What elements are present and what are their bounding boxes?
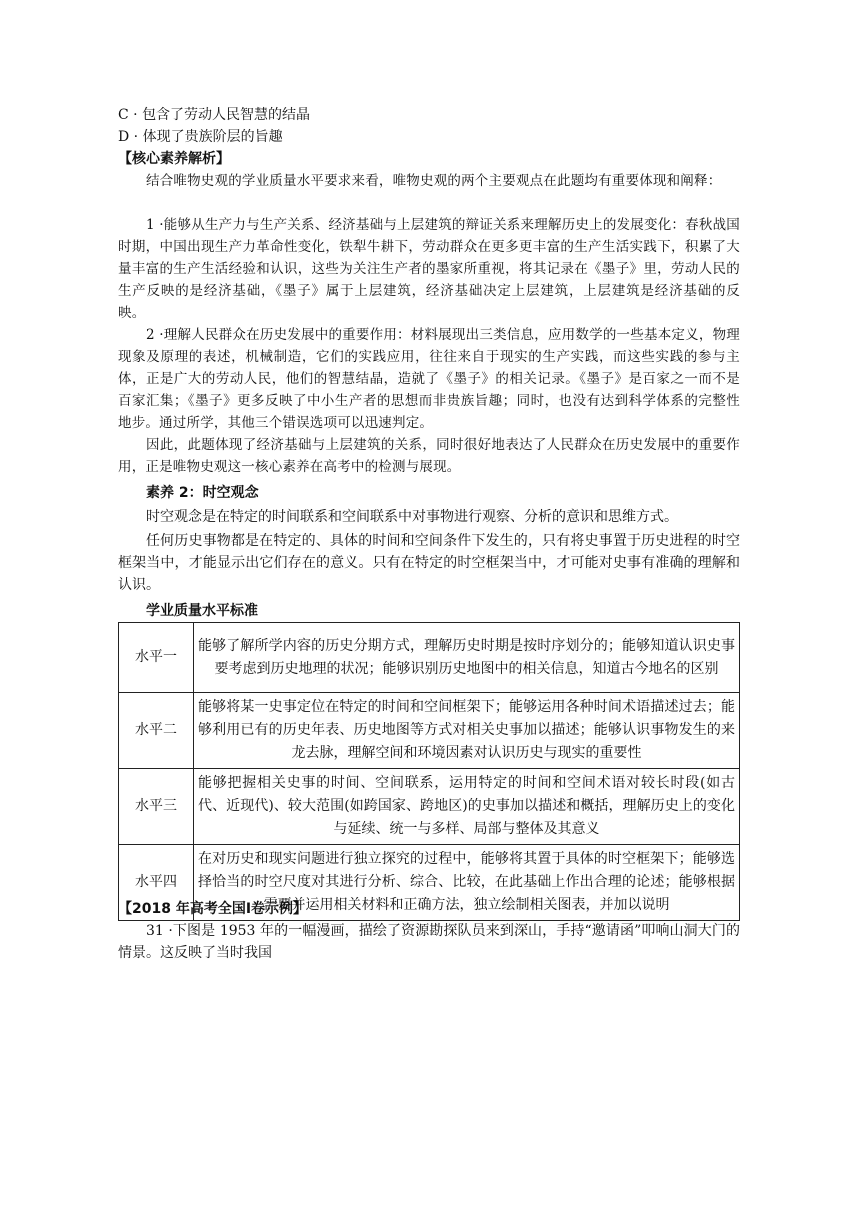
analysis-point-2: 2 ·理解人民群众在历史发展中的重要作用：材料展现出三类信息，应用数学的一些基本定义，物理现象及原理的表述，机械制造，它们的实践应用，往往来自于现实的生产实践，而这些实践的参与主体，正是广大的劳动人民，他们的智慧结晶，造就了《墨子》的相关记录。《墨子》是百家之一而不是百家汇集；《墨子》更多反映了中小生产者的思想而非贵族旨趣；同时，也没有达到科学体系的完整性地步。通过所学，其他三个错误选项可以迅速判定。 [118, 327, 740, 431]
option-d: D · 体现了贵族阶层的旨趣 [118, 129, 283, 145]
level-cell: 水平一 [119, 623, 194, 693]
table-row [119, 693, 740, 769]
literacy-heading: 素养 2：时空观念 [146, 485, 259, 501]
example-heading: 【2018 年高考全国Ⅰ卷示例】 [118, 901, 308, 917]
level-cell: 水平四 [119, 845, 194, 921]
literacy-definition: 时空观念是在特定的时间联系和空间联系中对事物进行观察、分析的意识和思维方式。 [146, 509, 678, 525]
table-title: 学业质量水平标准 [146, 603, 258, 619]
description-cell: 能够了解所学内容的历史分期方式，理解历史时期是按时序划分的；能够知道认识史事要考虑到历史地理的状况；能够识别历史地图中的相关信息，知道古今地名的区别 [194, 623, 740, 693]
analysis-point-1: 1 ·能够从生产力与生产关系、经济基础与上层建筑的辩证关系来理解历史上的发展变化：春秋战国时期，中国出现生产力革命性变化，铁犁牛耕下，劳动群众在更多更丰富的生产生活实践下，积累了大量丰富的生产生活经验和认识，这些为关注生产者的墨家所重视，将其记录在《墨子》里，劳动人民的生产反映的是经济基础，《墨子》属于上层建筑，经济基础决定上层建筑，上层建筑是经济基础的反映。 [118, 217, 740, 321]
analysis-conclusion: 因此，此题体现了经济基础与上层建筑的关系，同时很好地表达了人民群众在历史发展中的重要作用，正是唯物史观这一核心素养在高考中的检测与展现。 [118, 437, 740, 475]
table-row [119, 623, 740, 693]
literacy-body: 任何历史事物都是在特定的、具体的时间和空间条件下发生的，只有将史事置于历史进程的时空框架当中，才能显示出它们存在的意义。只有在特定的时空框架当中，才可能对史事有准确的理解和认识。 [118, 533, 740, 593]
analysis-heading: 【核心素养解析】 [118, 151, 230, 167]
quality-standard-table [118, 622, 740, 921]
description-cell: 能够把握相关史事的时间、空间联系，运用特定的时间和空间术语对较长时段(如古代、近现代)、较大范围(如跨国家、跨地区)的史事加以描述和概括，理解历史上的变化与延续、统一与多样、局部与整体及其意义 [194, 769, 740, 845]
level-cell: 水平三 [119, 769, 194, 845]
description-cell: 能够将某一史事定位在特定的时间和空间框架下；能够运用各种时间术语描述过去；能够利用已有的历史年表、历史地图等方式对相关史事加以描述；能够认识事物发生的来龙去脉，理解空间和环境因素对认识历史与现实的重要性 [194, 693, 740, 769]
option-c: C · 包含了劳动人民智慧的结晶 [118, 107, 311, 123]
description-cell: 在对历史和现实问题进行独立探究的过程中，能够将其置于具体的时空框架下；能够选择恰当的时空尺度对其进行分析、综合、比较，在此基础上作出合理的论述；能够根据需要并运用相关材料和正确方法，独立绘制相关图表，并加以说明 [194, 845, 740, 921]
analysis-intro: 结合唯物史观的学业质量水平要求来看，唯物史观的两个主要观点在此题均有重要体现和阐释： [146, 173, 722, 189]
table-row [119, 769, 740, 845]
example-question: 31 ·下图是 1953 年的一幅漫画，描绘了资源勘探队员来到深山，手持“邀请函”叩响山洞大门的情景。这反映了当时我国 [118, 923, 740, 961]
level-cell: 水平二 [119, 693, 194, 769]
